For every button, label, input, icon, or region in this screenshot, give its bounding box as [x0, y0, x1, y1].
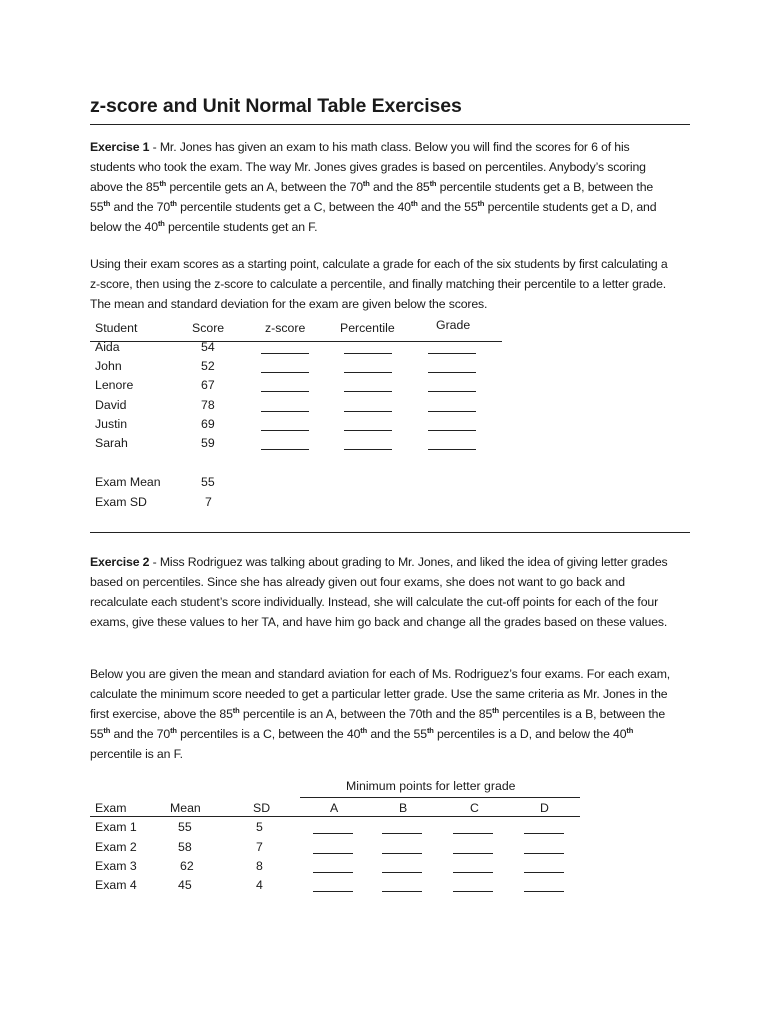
text-run: percentiles is a B, between the 55	[90, 707, 666, 741]
table-row-sd: 7	[256, 840, 263, 854]
table-row-exam: Exam 4	[95, 878, 137, 892]
text-run: percentile students get an F.	[164, 220, 318, 234]
grade-a-blank[interactable]	[313, 862, 353, 876]
z-score-blank[interactable]	[261, 439, 309, 453]
text-run: percentiles is a D, and below the 40	[433, 727, 627, 741]
table-row-student: David	[95, 398, 127, 412]
header-c: C	[470, 801, 479, 815]
grade-d-blank[interactable]	[524, 862, 564, 876]
grade-d-blank[interactable]	[524, 843, 564, 857]
grade-c-blank[interactable]	[453, 881, 493, 895]
percentile-blank[interactable]	[344, 420, 392, 434]
exam-sd-value: 7	[205, 495, 212, 509]
superscript: th	[232, 706, 240, 715]
z-score-blank[interactable]	[261, 420, 309, 434]
table-row-score: 59	[201, 436, 215, 450]
exercise-1-description	[90, 137, 670, 237]
z-score-blank[interactable]	[261, 401, 309, 415]
table-row-exam: Exam 1	[95, 820, 137, 834]
text-run: and the 70	[110, 727, 171, 741]
table-row-score: 78	[201, 398, 215, 412]
grade-blank[interactable]	[428, 343, 476, 357]
grade-c-blank[interactable]	[453, 843, 493, 857]
exam-cutoffs-table	[90, 779, 580, 902]
grade-b-blank[interactable]	[382, 843, 422, 857]
text-run: and the 55	[367, 727, 427, 741]
superscript: th	[157, 219, 165, 228]
header-a: A	[330, 801, 339, 815]
student-scores-table	[90, 318, 502, 521]
exam-mean-label: Exam Mean	[95, 475, 161, 489]
table-row-score: 69	[201, 417, 215, 431]
exam-mean-value: 55	[201, 475, 215, 489]
grade-a-blank[interactable]	[313, 823, 353, 837]
superscript: th	[626, 726, 634, 735]
grade-blank[interactable]	[428, 401, 476, 415]
superscript: th	[159, 179, 167, 188]
text-run: Below you are given the mean and standard aviation for each of Ms. Rodriguez’s four exams. For each exam, calculate the minimum score needed to get a particular letter grade. Use the same criteria as Mr. Jones in the first exercise, above the 85	[90, 667, 671, 721]
exercise-1-label: Exercise 1	[90, 140, 150, 154]
superscript: th	[170, 199, 177, 208]
worksheet-page	[90, 94, 690, 892]
table-row-student: Sarah	[95, 436, 128, 450]
superscript: th	[410, 199, 418, 208]
percentile-blank[interactable]	[344, 381, 392, 395]
header-d: D	[540, 801, 549, 815]
z-score-blank[interactable]	[261, 362, 309, 376]
table-row-score: 52	[201, 359, 215, 373]
table-header-rule	[90, 341, 502, 342]
header-percentile: Percentile	[340, 321, 395, 335]
percentile-blank[interactable]	[344, 362, 392, 376]
section-divider	[90, 532, 690, 533]
superscript: th	[360, 726, 368, 735]
table-row-student: Justin	[95, 417, 128, 431]
table-header-rule	[90, 816, 580, 817]
grade-d-blank[interactable]	[524, 881, 564, 895]
header-b: B	[399, 801, 408, 815]
title-divider	[90, 124, 690, 125]
header-student: Student	[95, 321, 138, 335]
grade-blank[interactable]	[428, 439, 476, 453]
table-row-sd: 4	[256, 878, 263, 892]
table-row-mean: 55	[178, 820, 192, 834]
grade-blank[interactable]	[428, 420, 476, 434]
exercise-2-instructions	[90, 664, 685, 764]
header-z-score: z-score	[265, 321, 306, 335]
z-score-blank[interactable]	[261, 381, 309, 395]
header-exam: Exam	[95, 801, 127, 815]
exercise-2-description	[90, 552, 680, 632]
superscript: th	[362, 179, 370, 188]
text-run: - Mr. Jones has given an exam to his math class. Below you will find the scores for 6 of his students who took the exam. The way Mr. Jones gives grades is based on percentiles. Anybody’s scoring above the 85	[90, 140, 646, 194]
table-row-score: 54	[201, 340, 215, 354]
grade-a-blank[interactable]	[313, 881, 353, 895]
grade-blank[interactable]	[428, 362, 476, 376]
table-row-student: Aida	[95, 340, 120, 354]
exercise-2-label: Exercise 2	[90, 555, 150, 569]
superscript: th	[103, 199, 111, 208]
text-run: percentile is an F.	[90, 747, 183, 761]
grade-c-blank[interactable]	[453, 862, 493, 876]
text-run: and the 70	[110, 200, 171, 214]
superscript: th	[170, 726, 177, 735]
text-run: and the 85	[369, 180, 430, 194]
superscript: th	[477, 199, 485, 208]
superscript: th	[492, 706, 499, 715]
grade-b-blank[interactable]	[382, 881, 422, 895]
text-run: - Miss Rodriguez was talking about grading to Mr. Jones, and liked the idea of giving letter grades based on percentiles. Since she has already given out four exams, she does not want to go back and recalculate each student’s score individually. Instead, she will calculate the cut-off points for each of the four exams, give these values to her TA, and have him go back and change all the grades based on these values.	[90, 555, 668, 629]
table-row-score: 67	[201, 378, 215, 392]
exercise-1-instructions: Using their exam scores as a starting point, calculate a grade for each of the six students by first calculating a z-score, then using the z-score to calculate a percentile, and finally matching their percentile to a letter grade. The mean and standard deviation for the exam are given below the scores.	[90, 257, 668, 311]
header-mean: Mean	[170, 801, 201, 815]
table-row-student: Lenore	[95, 378, 134, 392]
header-sd: SD	[253, 801, 271, 815]
text-run: percentile students get a B, between the 55	[90, 180, 654, 214]
group-header-min-points: Minimum points for letter grade	[346, 779, 516, 793]
grade-a-blank[interactable]	[313, 843, 353, 857]
table-row-sd: 8	[256, 859, 263, 873]
superscript: th	[426, 726, 434, 735]
text-run: percentile students get a D, and below the 40	[90, 200, 657, 234]
superscript: th	[103, 726, 111, 735]
text-run: percentiles is a C, between the 40	[176, 727, 361, 741]
header-score: Score	[192, 321, 225, 335]
table-row-exam: Exam 3	[95, 859, 137, 873]
text-run: percentile gets an A, between the 70	[166, 180, 363, 194]
superscript: th	[429, 179, 437, 188]
table-row-mean: 58	[178, 840, 192, 854]
grade-b-blank[interactable]	[382, 862, 422, 876]
text-run: percentile is an A, between the 70th and the 85	[239, 707, 493, 721]
table-row-mean: 62	[180, 859, 194, 873]
group-header-rule	[300, 797, 580, 798]
table-row-mean: 45	[178, 878, 192, 892]
z-score-blank[interactable]	[261, 343, 309, 357]
header-grade: Grade	[436, 318, 471, 332]
table-row-sd: 5	[256, 820, 263, 834]
percentile-blank[interactable]	[344, 343, 392, 357]
grade-b-blank[interactable]	[382, 823, 422, 837]
table-row-student: John	[95, 359, 122, 373]
percentile-blank[interactable]	[344, 401, 392, 415]
text-run: percentile students get a C, between the 40	[176, 200, 411, 214]
grade-blank[interactable]	[428, 381, 476, 395]
grade-d-blank[interactable]	[524, 823, 564, 837]
grade-c-blank[interactable]	[453, 823, 493, 837]
table-row-exam: Exam 2	[95, 840, 137, 854]
percentile-blank[interactable]	[344, 439, 392, 453]
text-run: and the 55	[417, 200, 478, 214]
exam-sd-label: Exam SD	[95, 495, 147, 509]
page-title: z-score and Unit Normal Table Exercises	[90, 95, 462, 117]
